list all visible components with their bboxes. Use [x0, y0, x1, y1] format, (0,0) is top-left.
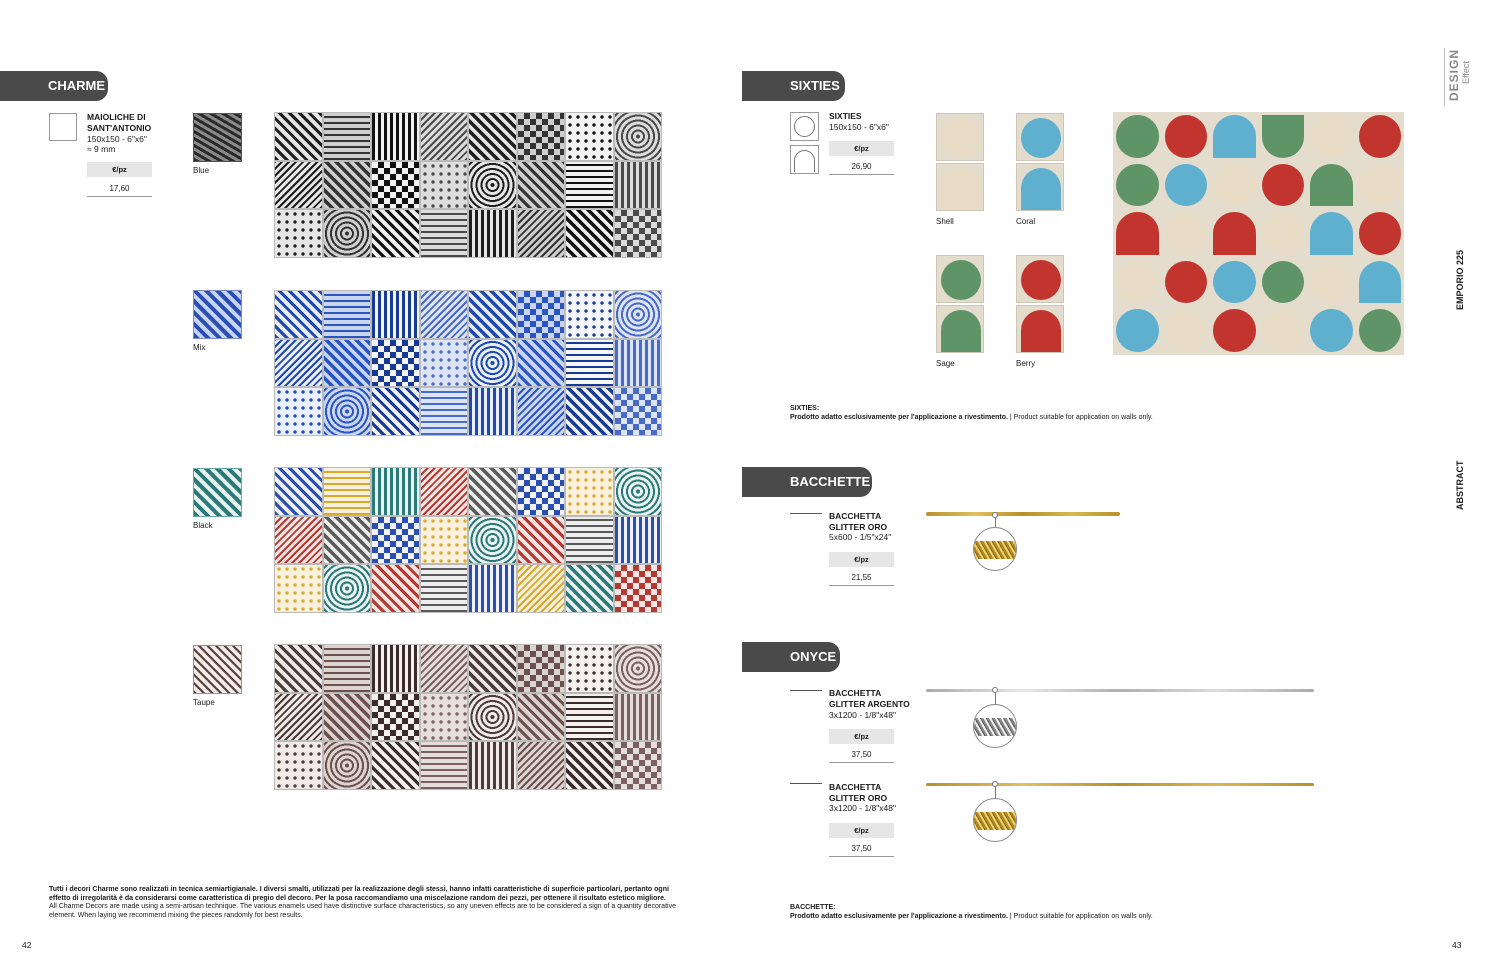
sixties-pattern-shape: [1116, 115, 1159, 158]
charme-taupe-tile: [275, 694, 322, 741]
charme-mix-tile: [518, 388, 565, 435]
charme-taupe-tile: [324, 645, 371, 692]
charme-black-tile: [518, 565, 565, 612]
charme-black-tile: [469, 517, 516, 564]
charme-blue-tile: [275, 210, 322, 257]
charme-black-tile: [324, 468, 371, 515]
bacchette-note-it: Prodotto adatto esclusivamente per l'applicazione a rivestimento.: [790, 912, 1008, 920]
charme-taupe-tile: [421, 645, 468, 692]
charme-mix-tile: [469, 388, 516, 435]
charme-mix-tile: [615, 388, 662, 435]
sixties-pattern-shape: [1213, 261, 1256, 304]
side-tab-effect: Effect: [1461, 61, 1471, 84]
variant-label-taupe: Taupe: [193, 698, 215, 707]
price-label: €/pz: [87, 162, 152, 177]
charme-blue-tile: [566, 210, 613, 257]
charme-mix-tile: [566, 291, 613, 338]
section-tab-onyce: ONYCE: [742, 642, 840, 672]
gold-rod-detail-circle: [973, 527, 1017, 571]
charme-mix-tile: [469, 291, 516, 338]
sixties-pattern-shape: [1310, 115, 1353, 158]
charme-mix-tile: [518, 291, 565, 338]
shape-circle-icon: [790, 112, 819, 141]
bacchetta-oro-2-dash: [790, 783, 822, 784]
charme-blue-tile: [324, 210, 371, 257]
charme-blue-tile: [469, 210, 516, 257]
charme-blue-tile: [615, 162, 662, 209]
sixties-pattern-shape: [1165, 261, 1208, 304]
charme-taupe-tile: [518, 742, 565, 789]
bacchette-note-title: BACCHETTE:: [790, 904, 836, 911]
charme-black-tile: [469, 468, 516, 515]
charme-black-tile: [566, 565, 613, 612]
charme-black-tile: [615, 517, 662, 564]
charme-blue-tile: [324, 113, 371, 160]
variant-label-blue: Blue: [193, 166, 210, 175]
sixties-note: [790, 405, 1290, 422]
charme-taupe-tile: [469, 645, 516, 692]
charme-taupe-tile: [566, 742, 613, 789]
charme-black-tile: [275, 468, 322, 515]
charme-mix-tile: [421, 291, 468, 338]
bacchetta-argento-size: 3x1200 - 1/8"x48": [829, 710, 896, 720]
charme-taupe-tile: [615, 645, 662, 692]
sixties-pattern-shape: [1116, 164, 1159, 207]
charme-mix-tile: [275, 388, 322, 435]
charme-blue-tile: [421, 162, 468, 209]
swatch-circle-shell: [936, 113, 984, 161]
bacchetta-oro-price: 21,55: [829, 571, 894, 586]
charme-black-tile: [615, 565, 662, 612]
sixties-pattern-shape: [1116, 309, 1159, 352]
sixties-name: SIXTIES: [829, 111, 862, 121]
sixties-pattern-shape: [1262, 309, 1305, 352]
sixties-pattern-shape: [1165, 309, 1208, 352]
charme-mix-tile: [372, 291, 419, 338]
tile-grid-taupe: [274, 644, 662, 790]
charme-black-tile: [566, 468, 613, 515]
sixties-pattern-shape: [1213, 115, 1256, 158]
bacchetta-oro-size: 5x600 - 1/5"x24": [829, 532, 892, 542]
charme-mix-tile: [566, 340, 613, 387]
bacchette-note: [790, 904, 1290, 921]
charme-taupe-tile: [324, 694, 371, 741]
charme-mix-tile: [421, 388, 468, 435]
charme-blue-tile: [275, 113, 322, 160]
charme-taupe-tile: [324, 742, 371, 789]
sixties-pattern-shape: [1213, 309, 1256, 352]
swatch-circle-sage: [936, 255, 984, 303]
charme-mix-tile: [518, 340, 565, 387]
charme-mix-tile: [469, 340, 516, 387]
charme-mix-tile: [324, 291, 371, 338]
charme-taupe-tile: [372, 645, 419, 692]
swatch-label-coral: Coral: [1016, 217, 1036, 226]
charme-taupe-tile: [518, 694, 565, 741]
gold-rod-long: [926, 783, 1314, 786]
charme-blue-tile: [615, 210, 662, 257]
side-tab-collection: EMPORIO 225: [1455, 249, 1465, 310]
gold-rod-short: [926, 512, 1120, 516]
charme-blue-tile: [421, 113, 468, 160]
charme-black-tile: [275, 517, 322, 564]
charme-black-tile: [469, 565, 516, 612]
swatch-arch-berry: [1016, 305, 1064, 353]
swatch-label-shell: Shell: [936, 217, 954, 226]
charme-blue-tile: [372, 113, 419, 160]
charme-blue-tile: [518, 210, 565, 257]
shape-arch-icon: [790, 145, 819, 174]
charme-black-tile: [275, 565, 322, 612]
price-value: 17,60: [87, 182, 152, 197]
charme-black-tile: [421, 468, 468, 515]
charme-taupe-tile: [615, 694, 662, 741]
sixties-pattern-shape: [1310, 212, 1353, 255]
gold-rod-2-detail-circle: [973, 798, 1017, 842]
swatch-arch-shell: [936, 163, 984, 211]
variant-thumb-black: [193, 468, 242, 517]
charme-blue-tile: [324, 162, 371, 209]
charme-taupe-tile: [566, 694, 613, 741]
charme-blue-tile: [566, 162, 613, 209]
charme-taupe-tile: [275, 645, 322, 692]
bacchetta-oro-price-label: €/pz: [829, 552, 894, 567]
bacchetta-oro-name: BACCHETTA GLITTER ORO: [829, 511, 888, 532]
sixties-pattern-shape: [1213, 212, 1256, 255]
tile-grid-blue: [274, 112, 662, 258]
variant-thumb-blue: [193, 113, 242, 162]
bacchetta-argento-price: 37,50: [829, 748, 894, 763]
tile-grid-black: [274, 467, 662, 613]
page-number-right: 43: [1452, 940, 1462, 950]
charme-mix-tile: [421, 340, 468, 387]
sixties-price-value: 26,90: [829, 160, 894, 175]
variant-label-mix: Mix: [193, 343, 206, 352]
sixties-pattern-shape: [1116, 212, 1159, 255]
charme-mix-tile: [566, 388, 613, 435]
charme-taupe-tile: [421, 742, 468, 789]
charme-mix-tile: [324, 388, 371, 435]
sixties-pattern-shape: [1262, 164, 1305, 207]
product-shape-square: [49, 113, 77, 141]
sixties-price-label: €/pz: [829, 141, 894, 156]
sixties-pattern-shape: [1359, 164, 1402, 207]
sixties-pattern-image: [1113, 112, 1404, 355]
side-tab-design: DESIGN: [1447, 48, 1461, 101]
charme-blue-tile: [372, 162, 419, 209]
sixties-pattern-shape: [1359, 115, 1402, 158]
section-tab-bacchette: BACCHETTE: [742, 467, 872, 497]
rod-pin-line: [995, 518, 996, 527]
swatch-label-berry: Berry: [1016, 359, 1036, 368]
charme-taupe-tile: [372, 694, 419, 741]
charme-taupe-tile: [469, 742, 516, 789]
charme-taupe-tile: [421, 694, 468, 741]
charme-blue-tile: [372, 210, 419, 257]
charme-note: [49, 886, 679, 920]
charme-taupe-tile: [518, 645, 565, 692]
bacchetta-oro-2-price-label: €/pz: [829, 823, 894, 838]
charme-taupe-tile: [275, 742, 322, 789]
charme-mix-tile: [324, 340, 371, 387]
sixties-pattern-shape: [1165, 164, 1208, 207]
charme-note-en: All Charme Decors are made using a semi-artisan technique. The various enamels used have distinctive surface characteristics, so any uneven effects are to be considered a sign of a quantity decorative element. When laying we recommend mixing the pieces randomly for best results.: [49, 903, 676, 919]
swatch-circle-coral: [1016, 113, 1064, 161]
sixties-pattern-shape: [1262, 115, 1305, 158]
charme-blue-tile: [518, 162, 565, 209]
variant-label-black: Black: [193, 521, 213, 530]
sixties-pattern-shape: [1310, 309, 1353, 352]
silver-rod: [926, 689, 1314, 692]
variant-thumb-mix: [193, 290, 242, 339]
charme-mix-tile: [372, 388, 419, 435]
charme-note-it: Tutti i decori Charme sono realizzati in tecnica semiartigianale. I diversi smalti, utilizzati per la realizzazione degli stessi, hanno infatti caratteristiche di superficie particolari, pertanto ogni effetto di irregolarità è da considerarsi come caratteristica di pregio del decoro. Per la posa raccomandiamo una miscelazione random dei pezzi, per ottenere il risultato estetico migliore.: [49, 886, 669, 902]
charme-taupe-tile: [615, 742, 662, 789]
swatch-circle-berry: [1016, 255, 1064, 303]
sixties-pattern-shape: [1262, 212, 1305, 255]
sixties-pattern-shape: [1213, 164, 1256, 207]
charme-black-tile: [518, 517, 565, 564]
sixties-size: 150x150 - 6"x6": [829, 122, 889, 132]
charme-mix-tile: [275, 291, 322, 338]
rod-pin-line: [995, 693, 996, 704]
charme-taupe-tile: [469, 694, 516, 741]
sixties-pattern-shape: [1310, 261, 1353, 304]
sixties-note-it: Prodotto adatto esclusivamente per l'applicazione a rivestimento.: [790, 413, 1008, 421]
bacchetta-argento-dash: [790, 690, 822, 691]
charme-black-tile: [372, 468, 419, 515]
charme-black-tile: [324, 565, 371, 612]
charme-taupe-tile: [566, 645, 613, 692]
bacchette-note-en: | Product suitable for application on walls only.: [1009, 912, 1153, 920]
bacchetta-argento-price-label: €/pz: [829, 729, 894, 744]
charme-blue-tile: [566, 113, 613, 160]
product-name: MAIOLICHE DI SANT'ANTONIO: [87, 112, 152, 133]
charme-blue-tile: [469, 162, 516, 209]
charme-blue-tile: [469, 113, 516, 160]
rod-pin-line: [995, 787, 996, 798]
bacchetta-oro-2-name: BACCHETTA GLITTER ORO: [829, 782, 888, 803]
charme-black-tile: [615, 468, 662, 515]
section-tab-charme: CHARME: [0, 71, 108, 101]
charme-black-tile: [324, 517, 371, 564]
silver-rod-detail-circle: [973, 704, 1017, 748]
swatch-arch-sage: [936, 305, 984, 353]
product-size: 150x150 - 6"x6": [87, 134, 147, 144]
charme-black-tile: [518, 468, 565, 515]
sixties-pattern-shape: [1310, 164, 1353, 207]
charme-taupe-tile: [372, 742, 419, 789]
charme-black-tile: [372, 517, 419, 564]
bacchetta-argento-name: BACCHETTA GLITTER ARGENTO: [829, 688, 910, 709]
charme-black-tile: [372, 565, 419, 612]
sixties-note-title: SIXTIES:: [790, 405, 820, 412]
sixties-pattern-shape: [1359, 212, 1402, 255]
section-tab-sixties: SIXTIES: [742, 71, 845, 101]
bacchetta-oro-2-size: 3x1200 - 1/8"x48": [829, 803, 896, 813]
charme-mix-tile: [275, 340, 322, 387]
charme-black-tile: [421, 565, 468, 612]
sixties-pattern-shape: [1165, 212, 1208, 255]
charme-blue-tile: [421, 210, 468, 257]
tile-grid-mix: [274, 290, 662, 436]
charme-blue-tile: [518, 113, 565, 160]
sixties-pattern-shape: [1116, 261, 1159, 304]
charme-mix-tile: [615, 291, 662, 338]
charme-black-tile: [421, 517, 468, 564]
swatch-label-sage: Sage: [936, 359, 955, 368]
sixties-note-en: | Product suitable for application on walls only.: [1009, 413, 1153, 421]
charme-black-tile: [566, 517, 613, 564]
sixties-pattern-shape: [1359, 261, 1402, 304]
bacchetta-oro-dash: [790, 513, 822, 514]
side-tab-category: ABSTRACT: [1455, 460, 1465, 510]
charme-mix-tile: [615, 340, 662, 387]
sixties-pattern-shape: [1359, 309, 1402, 352]
bacchetta-oro-2-price: 37,50: [829, 842, 894, 857]
charme-blue-tile: [275, 162, 322, 209]
swatch-arch-coral: [1016, 163, 1064, 211]
page-number-left: 42: [22, 940, 32, 950]
charme-mix-tile: [372, 340, 419, 387]
variant-thumb-taupe: [193, 645, 242, 694]
sixties-pattern-shape: [1165, 115, 1208, 158]
sixties-pattern-shape: [1262, 261, 1305, 304]
charme-blue-tile: [615, 113, 662, 160]
side-divider: [1444, 48, 1445, 106]
product-thickness: ≈ 9 mm: [87, 144, 116, 154]
